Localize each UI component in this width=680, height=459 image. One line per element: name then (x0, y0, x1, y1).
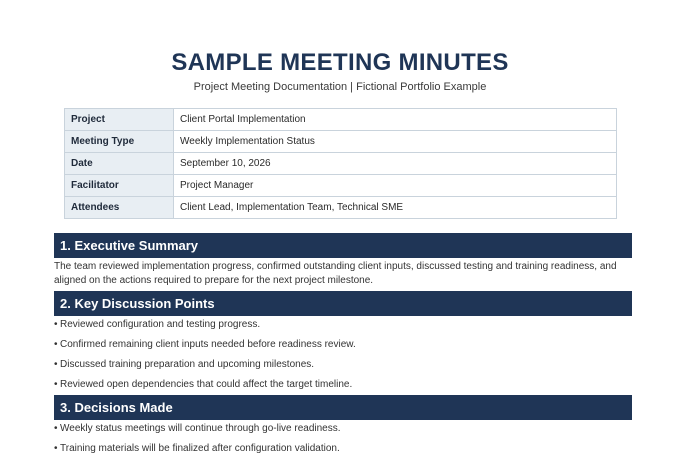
meeting-info-table (64, 108, 617, 219)
discussion-point-text: Discussed training preparation and upcoming milestones. (60, 359, 315, 370)
bullet-glyph: • (54, 359, 58, 370)
list-item (54, 338, 634, 351)
table-row (65, 131, 617, 153)
info-label-attendees: Attendees (65, 197, 174, 219)
list-item (54, 378, 634, 391)
table-row (65, 175, 617, 197)
list-item (54, 422, 634, 435)
discussion-point-text: Reviewed open dependencies that could affect the target timeline. (60, 379, 353, 390)
info-value-meeting-type: Weekly Implementation Status (174, 131, 617, 153)
discussion-point-text: Confirmed remaining client inputs needed before readiness review. (60, 339, 356, 350)
decision-text: Weekly status meetings will continue through go-live readiness. (60, 423, 341, 434)
info-label-facilitator: Facilitator (65, 175, 174, 197)
table-row (65, 109, 617, 131)
info-value-attendees: Client Lead, Implementation Team, Technical SME (174, 197, 617, 219)
document-title: SAMPLE MEETING MINUTES (171, 49, 509, 76)
bullet-glyph: • (54, 379, 58, 390)
info-value-project: Client Portal Implementation (174, 109, 617, 131)
info-label-date: Date (65, 153, 174, 175)
table-row (65, 153, 617, 175)
section-heading-decisions-made: 3. Decisions Made (54, 395, 632, 420)
bullet-glyph: • (54, 319, 58, 330)
bullet-glyph: • (54, 339, 58, 350)
info-label-project: Project (65, 109, 174, 131)
document-subtitle: Project Meeting Documentation | Fictional Portfolio Example (193, 81, 487, 93)
decision-text: Training materials will be finalized after configuration validation. (60, 443, 340, 454)
bullet-glyph: • (54, 423, 58, 434)
section-heading-executive-summary: 1. Executive Summary (54, 233, 632, 258)
bullet-glyph: • (54, 443, 58, 454)
executive-summary-text: The team reviewed implementation progress, confirmed outstanding client inputs, discussed testing and training readiness, and aligned on the actions required to prepare for the next project milestone. (54, 261, 617, 286)
info-value-date: September 10, 2026 (174, 153, 617, 175)
table-row (65, 197, 617, 219)
list-item (54, 442, 634, 455)
list-item (54, 358, 634, 371)
discussion-point-text: Reviewed configuration and testing progress. (60, 319, 261, 330)
info-value-facilitator: Project Manager (174, 175, 617, 197)
info-label-meeting-type: Meeting Type (65, 131, 174, 153)
list-item (54, 318, 634, 331)
section-heading-key-discussion-points: 2. Key Discussion Points (54, 291, 632, 316)
